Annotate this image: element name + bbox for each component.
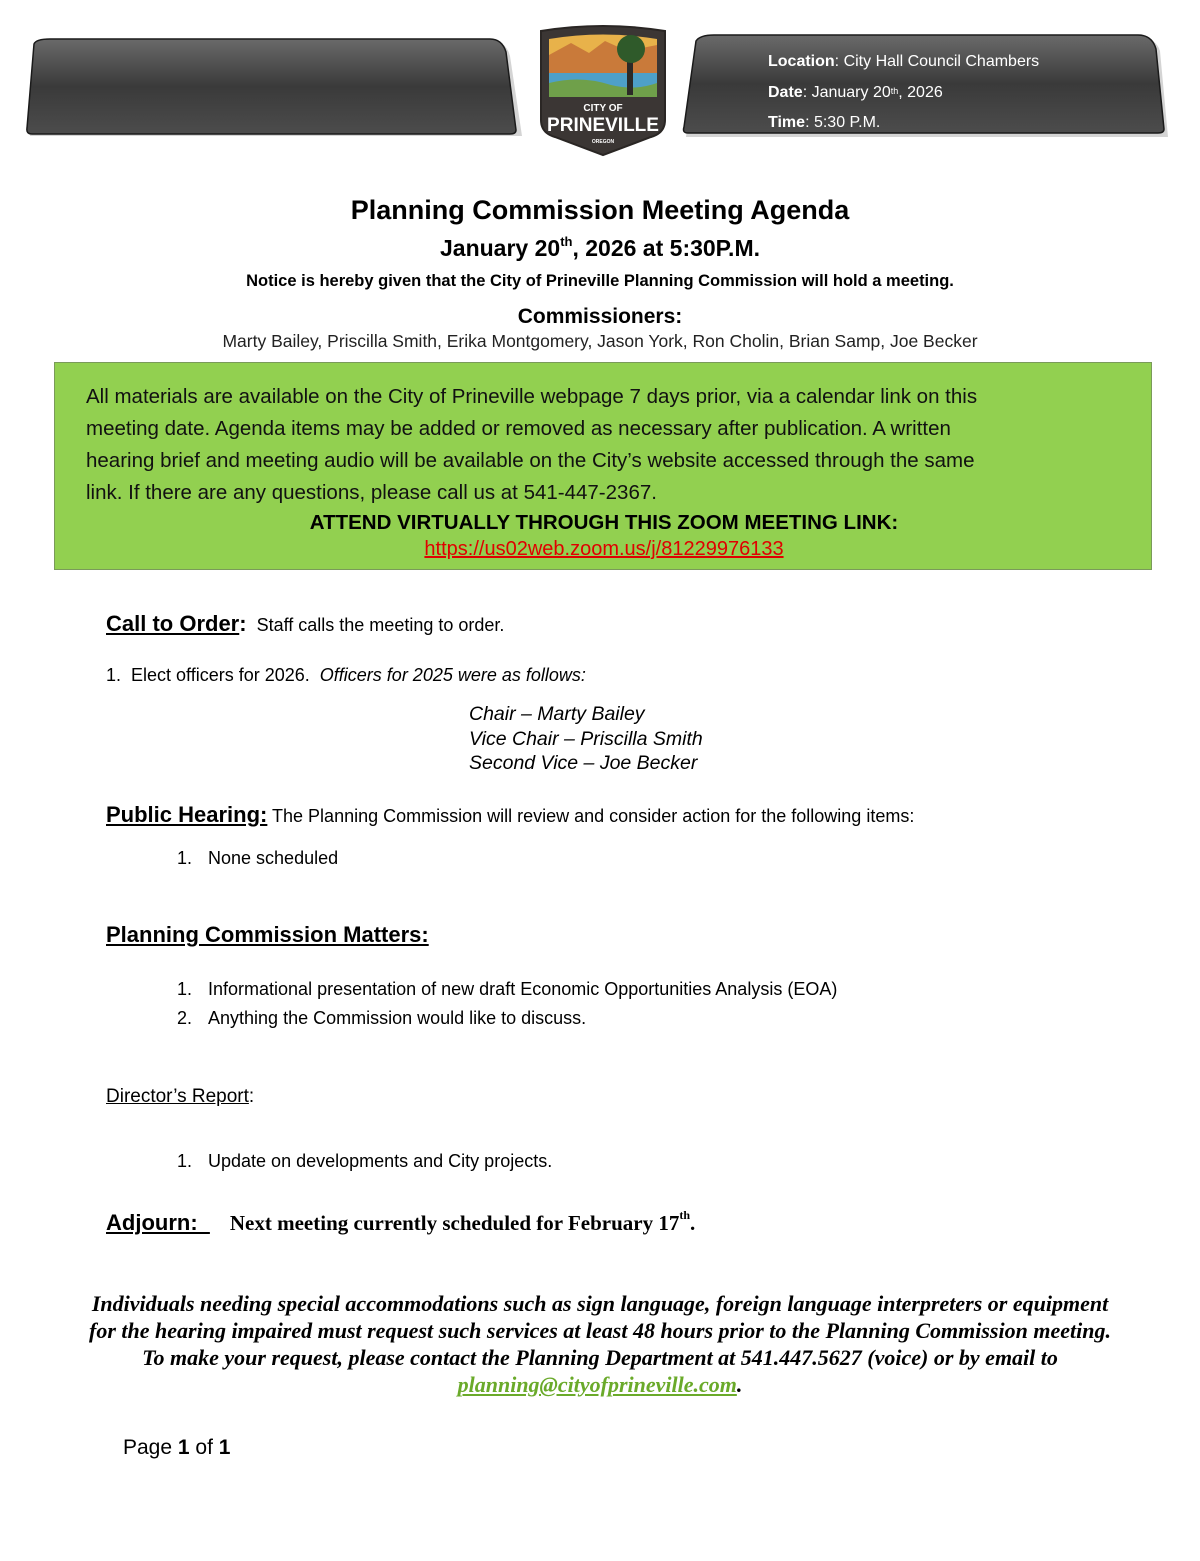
elect-officers-item: [106, 665, 586, 686]
header-banner-left: [22, 38, 528, 142]
date-label: Date: [768, 83, 803, 101]
item-text: None scheduled: [208, 848, 339, 868]
info-line-2: meeting date. Agenda items may be added or removed as necessary after publication. A written: [86, 417, 951, 440]
elect-text: Elect officers for 2026.: [131, 665, 320, 685]
call-to-order: [106, 611, 504, 637]
adjourn-heading: Adjourn:: [106, 1210, 210, 1235]
accommodations-end: .: [736, 1372, 743, 1397]
adjourn: [106, 1210, 695, 1236]
planning-email-link[interactable]: planning@cityofprineville.com: [457, 1372, 737, 1397]
location-line: [768, 47, 1039, 78]
public-hearing-heading: Public Hearing:: [106, 802, 268, 827]
of-word: of: [189, 1436, 219, 1459]
title-date-sup: th: [560, 234, 573, 249]
info-line-4: link. If there are any questions, please call us at 541-447-2367.: [86, 481, 657, 504]
item-number: 1.: [177, 979, 193, 999]
public-hearing-text: The Planning Commission will review and consider action for the following items:: [267, 806, 915, 826]
list-item: [177, 979, 837, 1000]
date-year: , 2026: [898, 83, 943, 101]
location-value: : City Hall Council Chambers: [834, 53, 1040, 70]
zoom-meeting-link[interactable]: https://us02web.zoom.us/j/81229976133: [424, 538, 784, 560]
info-line-1: All materials are available on the City of Prineville webpage 7 days prior, via a calendar link on this: [86, 385, 978, 408]
directors-report-heading: Director’s Report: [106, 1086, 249, 1107]
logo-line2: PRINEVILLE: [547, 115, 659, 136]
accommodations-text: Individuals needing special accommodations such as sign language, foreign language interpreters or equipment for the hearing impaired must request such services at least 48 hours prior to the Planning Commission meeting. To make your request, please contact the Planning Department at 541.447.5627 (voice) or by email to: [89, 1291, 1111, 1370]
public-hearing: [106, 802, 914, 828]
logo-line3: OREGON: [591, 139, 615, 145]
page-total: 1: [218, 1436, 231, 1459]
directors-report: [106, 1086, 254, 1108]
page-title: Planning Commission Meeting Agenda: [350, 195, 850, 225]
page-word: Page: [123, 1436, 178, 1459]
logo-line1: CITY OF: [583, 103, 623, 114]
meeting-info: [768, 47, 1039, 139]
adjourn-sup: th: [679, 1208, 691, 1222]
attend-virtually-heading: ATTEND VIRTUALLY THROUGH THIS ZOOM MEETING LINK:: [309, 511, 899, 534]
city-of-prineville-logo: [531, 25, 675, 159]
location-label: Location: [768, 53, 835, 70]
officer-chair: Chair – Marty Bailey: [469, 703, 645, 725]
officers-list: [469, 702, 703, 776]
elect-italic: Officers for 2025 were as follows:: [319, 665, 586, 685]
pc-matters-heading: Planning Commission Matters:: [106, 922, 429, 947]
adjourn-end: .: [690, 1211, 696, 1235]
directors-report-colon: :: [248, 1086, 255, 1107]
adjourn-text-wrap: [229, 1208, 696, 1235]
officer-second-vice: Second Vice – Joe Becker: [469, 752, 698, 774]
title-date-suffix: , 2026 at 5:30P.M.: [572, 235, 760, 261]
call-to-order-text: Staff calls the meeting to order.: [246, 615, 505, 635]
item-number: 1.: [177, 848, 193, 868]
info-box: [54, 362, 1152, 570]
item-text: Update on developments and City projects.: [208, 1151, 553, 1171]
time-label: Time: [768, 114, 806, 131]
time-value: : 5:30 P.M.: [805, 114, 881, 131]
info-paragraph: [86, 381, 1126, 509]
accommodations-notice: [80, 1290, 1120, 1398]
info-line-3: hearing brief and meeting audio will be available on the City’s website accessed through the same: [86, 449, 975, 472]
date-sup: th: [890, 85, 899, 96]
adjourn-text: Next meeting currently scheduled for February 17: [229, 1211, 680, 1235]
elect-number: 1.: [106, 665, 122, 685]
call-to-order-colon: :: [239, 611, 247, 636]
item-text: Informational presentation of new draft Economic Opportunities Analysis (EOA): [208, 979, 838, 999]
list-item: [177, 1151, 552, 1172]
header-banner-right: [680, 33, 1170, 141]
date-value: : January 20: [802, 83, 891, 101]
commissioners-list: Marty Bailey, Priscilla Smith, Erika Montgomery, Jason York, Ron Cholin, Brian Samp, Joe Becker: [222, 331, 978, 351]
meeting-notice: Notice is hereby given that the City of Prineville Planning Commission will hold a meeting.: [246, 272, 954, 290]
zoom-link-line: [55, 538, 1153, 561]
page-number: 1: [177, 1436, 190, 1459]
officer-vice-chair: Vice Chair – Priscilla Smith: [469, 727, 703, 750]
commissioners-heading: Commissioners:: [517, 305, 683, 328]
date-line: [768, 78, 1039, 109]
list-item: [177, 1008, 586, 1029]
item-text: Anything the Commission would like to discuss.: [208, 1008, 587, 1028]
call-to-order-heading: Call to Order: [106, 611, 240, 636]
time-line: [768, 108, 1039, 139]
meeting-date-title: [0, 235, 1200, 262]
pc-matters: [106, 922, 429, 948]
title-date-prefix: January 20: [439, 235, 561, 261]
list-item: [177, 848, 338, 869]
item-number: 2.: [177, 1008, 193, 1028]
item-number: 1.: [177, 1151, 193, 1171]
page-footer: [123, 1436, 230, 1460]
